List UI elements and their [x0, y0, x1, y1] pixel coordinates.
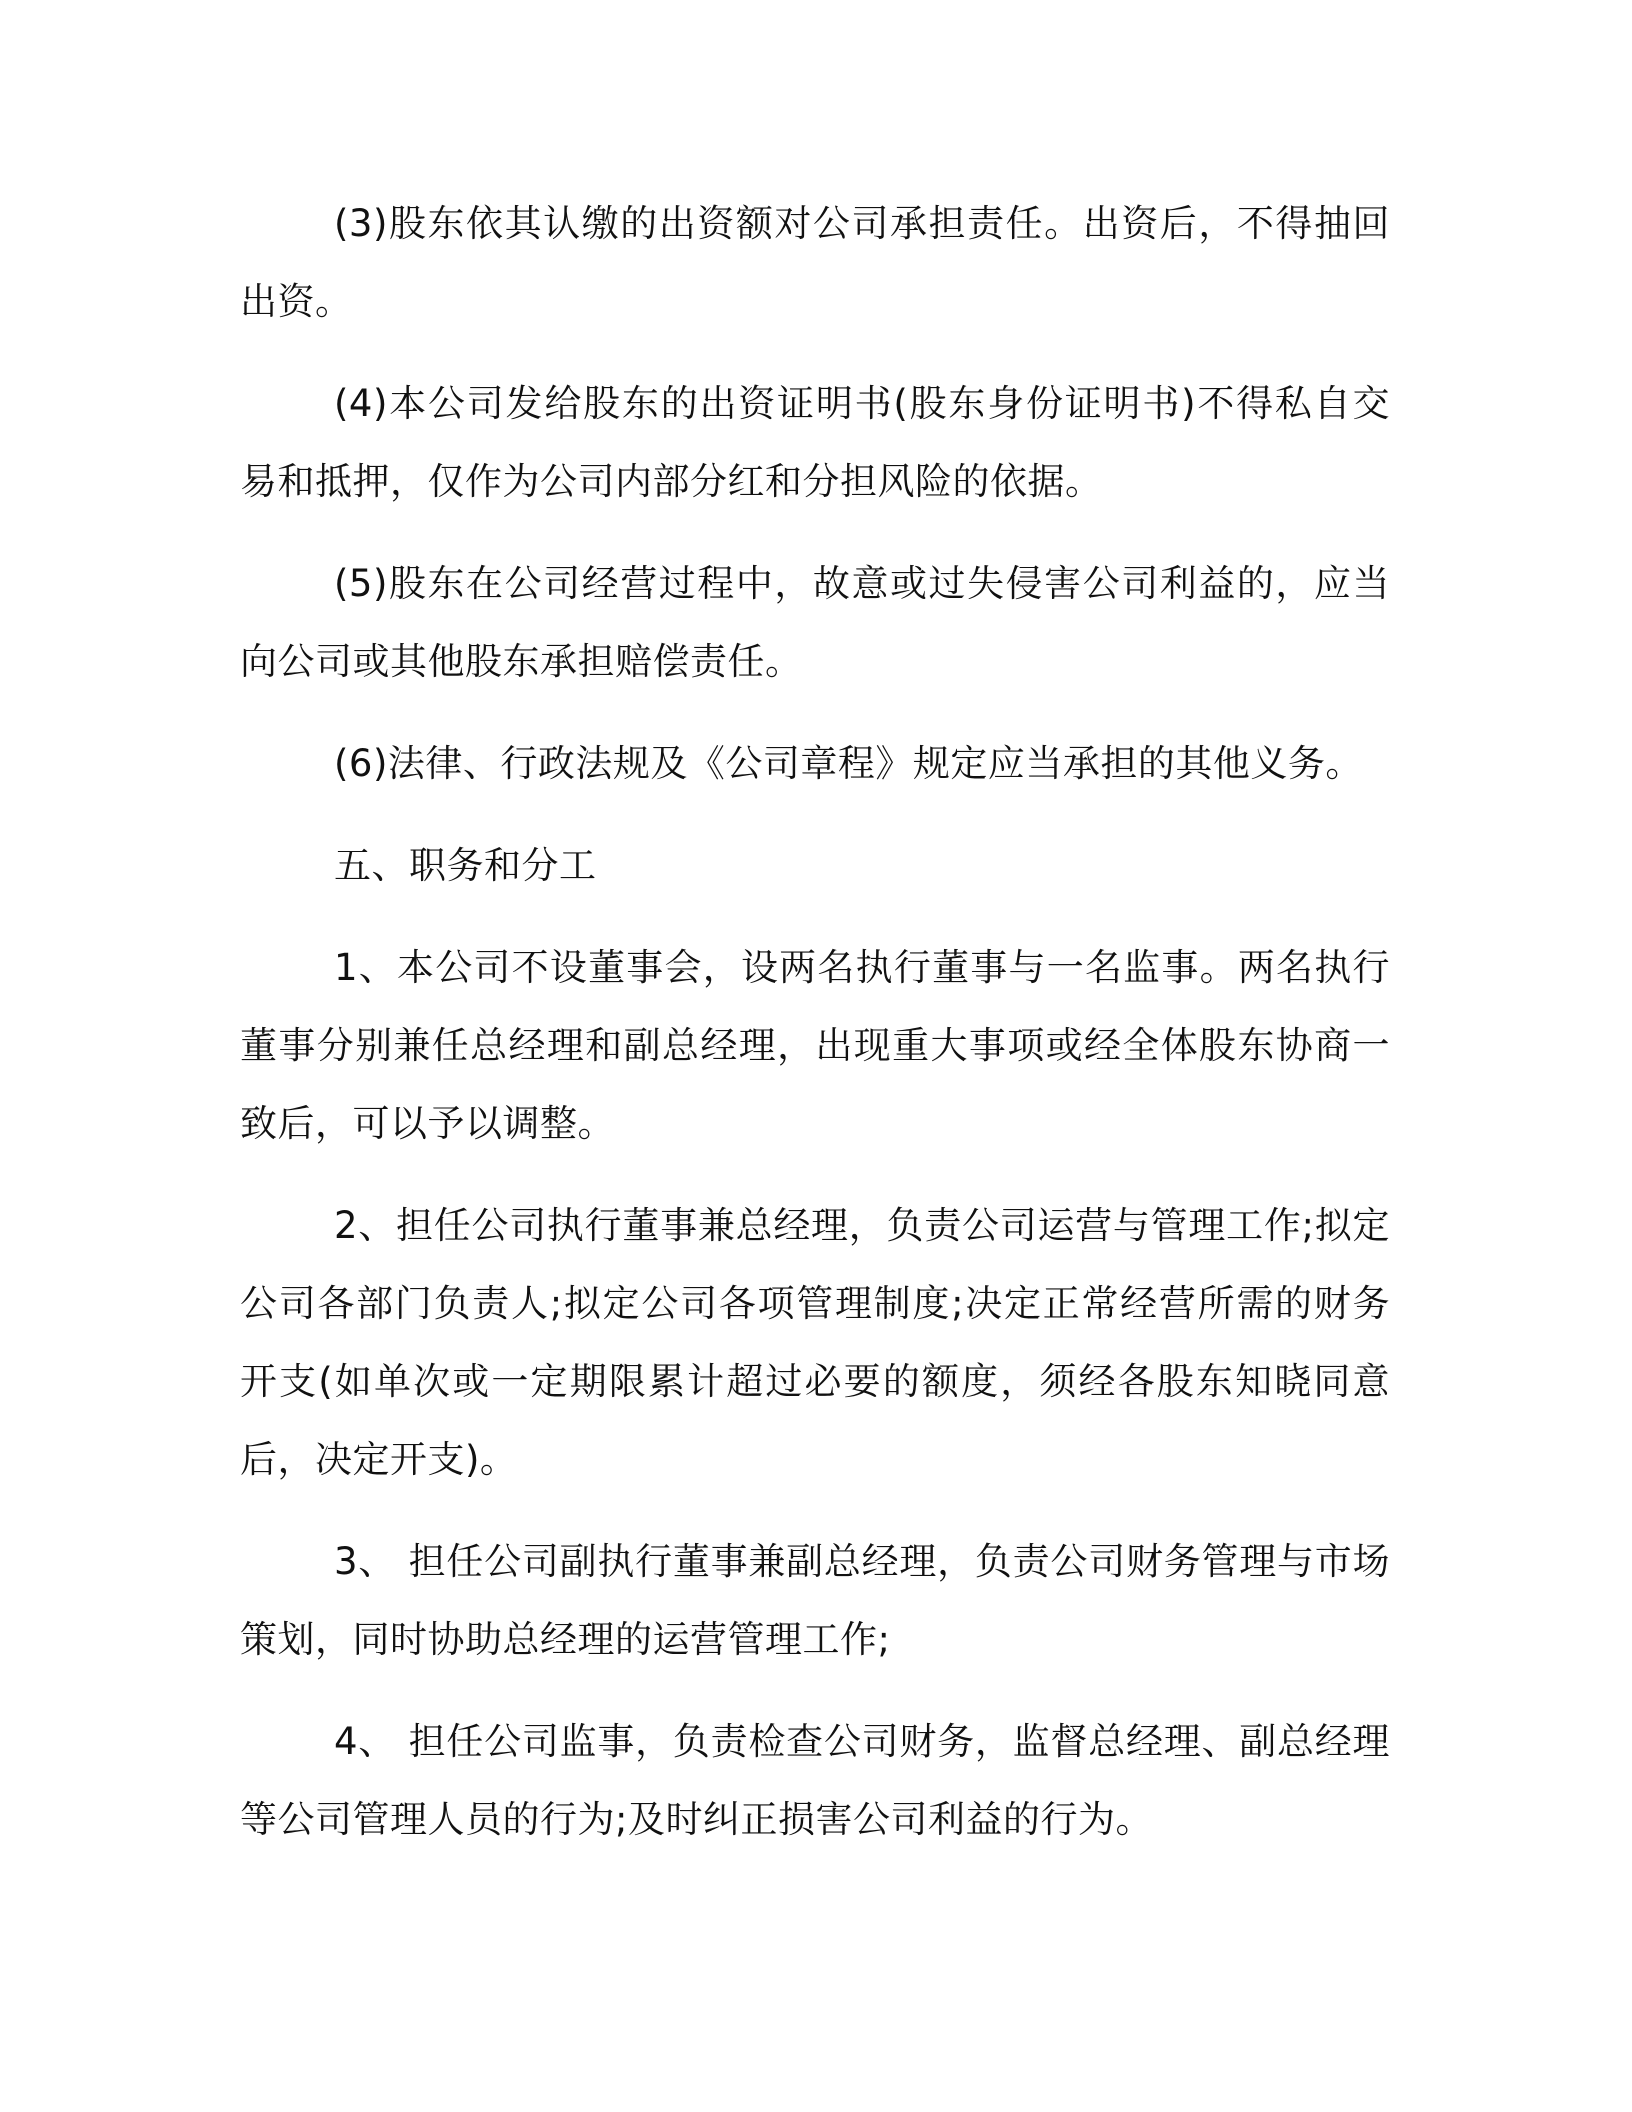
duty-paragraph-1: 1、本公司不设董事会，设两名执行董事与一名监事。两名执行董事分别兼任总经理和副总经理，出现重大事项或经全体股东协商一致后，可以予以调整。: [240, 946, 1390, 1145]
obligation-paragraph-5: (5)股东在公司经营过程中，故意或过失侵害公司利益的，应当向公司或其他股东承担赔偿责任。: [240, 562, 1390, 683]
duty-paragraph-4: 4、 担任公司监事，负责检查公司财务，监督总经理、副总经理等公司管理人员的行为;及时纠正损害公司利益的行为。: [240, 1720, 1390, 1841]
section-heading: 五、职务和分工: [334, 844, 597, 887]
duty-paragraph-3: 3、 担任公司副执行董事兼副总经理，负责公司财务管理与市场策划，同时协助总经理的运营管理工作;: [240, 1540, 1390, 1661]
document-body: [240, 185, 1390, 1883]
obligation-paragraph-6: (6)法律、行政法规及《公司章程》规定应当承担的其他义务。: [334, 742, 1363, 785]
obligation-paragraph-3: (3)股东依其认缴的出资额对公司承担责任。出资后，不得抽回出资。: [240, 202, 1390, 323]
duty-paragraph-2: 2、担任公司执行董事兼总经理，负责公司运营与管理工作;拟定公司各部门负责人;拟定公司各项管理制度;决定正常经营所需的财务开支(如单次或一定期限累计超过必要的额度，须经各股东知晓同意后，决定开支)。: [240, 1204, 1390, 1481]
obligation-paragraph-4: (4)本公司发给股东的出资证明书(股东身份证明书)不得私自交易和抵押，仅作为公司内部分红和分担风险的依据。: [240, 382, 1390, 503]
